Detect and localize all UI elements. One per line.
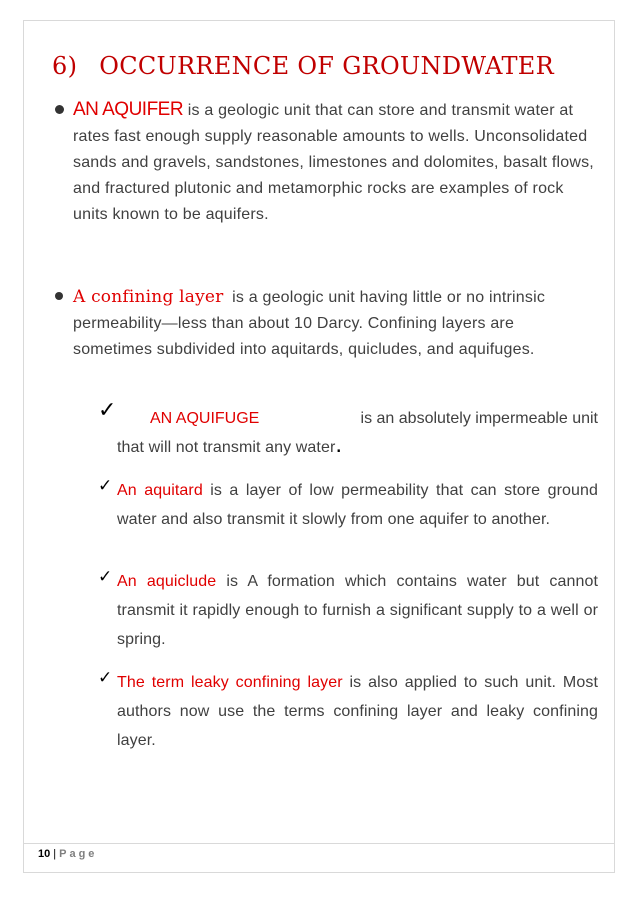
bullet-dot-icon (55, 105, 64, 114)
check-text (117, 476, 598, 534)
check-second-line (117, 433, 598, 463)
heading-title: OCCURRENCE OF GROUNDWATER (99, 52, 554, 80)
bullet-confining-layer (55, 284, 595, 363)
check-item-aquifuge (98, 398, 598, 463)
definition-aquifuge-line2: that will not transmit any water (117, 439, 336, 456)
definition-aquiclude: is A formation which contains water but cannot transmit it rapidly enough to furnish a significant supply to a well or spring. (117, 573, 599, 648)
footer-separator: | (53, 848, 57, 860)
check-first-line (150, 404, 598, 433)
definition-confining-layer: is a geologic unit having little or no intrinsic permeability—less than about 10 Darcy. Confining layers are sometimes subdivided into aquitards, quicludes, and aquifuges. (73, 289, 546, 358)
check-item-aquiclude (98, 567, 598, 654)
term-aquiclude: An aquiclude (117, 573, 217, 590)
definition-aquitard: is a layer of low permeability that can store ground water and also transmit it slowly from one aquifer to another. (117, 482, 599, 528)
bullet-text (73, 284, 595, 363)
heading-number: 6) (52, 52, 78, 80)
checkmark-icon: ✓ (98, 567, 113, 587)
term-aquitard: An aquitard (117, 482, 203, 499)
checkmark-icon: ✓ (98, 668, 113, 688)
big-period: . (335, 431, 343, 458)
definition-leaky-confining-layer: is also applied to such unit. Most authors now use the terms confining layer and leaky confining layer. (117, 674, 598, 749)
definition-aquifer: is a geologic unit that can store and transmit water at rates fast enough supply reasonable amounts to wells. Unconsolidated sands and gravels, sandstones, limestones and dolomites, basalt flows, and fractured plutonic and metamorphic rocks are examples of rock units known to be aquifers. (73, 102, 594, 223)
check-item-aquitard (98, 476, 598, 534)
check-item-leaky-layer (98, 668, 598, 755)
section-heading (52, 52, 554, 80)
page-label: Page (59, 848, 98, 860)
term-aquifuge: AN AQUIFUGE (150, 410, 260, 427)
check-text (117, 668, 598, 755)
page-number: 10 (38, 848, 51, 860)
checkmark-icon: ✓ (98, 398, 117, 423)
term-confining-layer: A confining layer (73, 287, 224, 307)
term-aquifer: AN AQUIFER (73, 99, 184, 120)
definition-aquifuge-line1: is an absolutely impermeable unit (360, 410, 598, 427)
bullet-aquifer (55, 97, 595, 228)
page-footer (38, 848, 97, 860)
checkmark-icon: ✓ (98, 476, 113, 496)
footer-divider (24, 843, 614, 844)
check-text (117, 567, 598, 654)
bullet-text (73, 97, 595, 228)
term-leaky-confining-layer: The term leaky confining layer (117, 674, 343, 691)
bullet-dot-icon (55, 292, 63, 300)
